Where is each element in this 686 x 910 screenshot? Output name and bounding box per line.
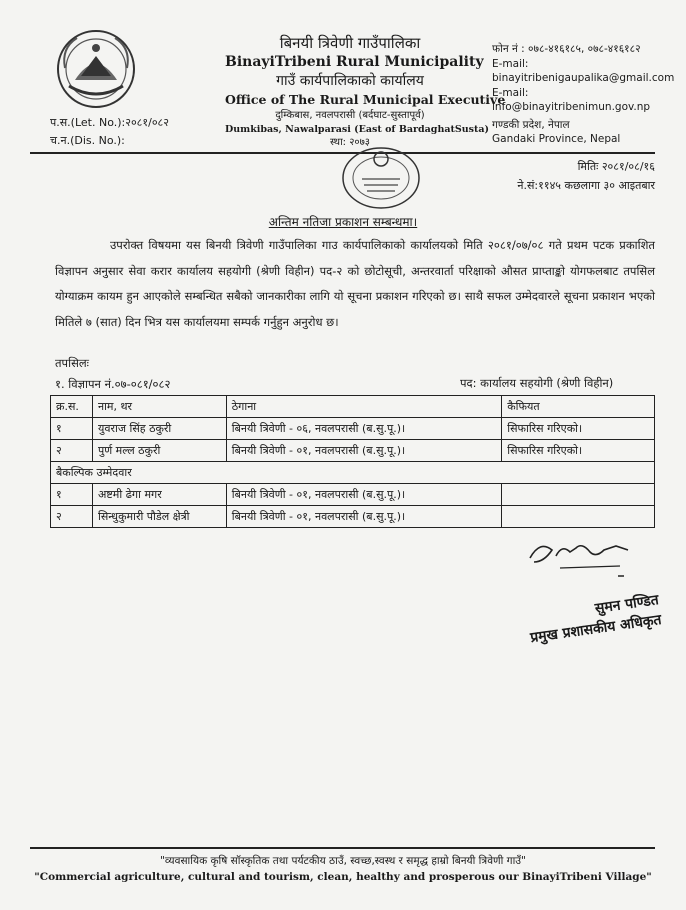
email-secondary: E-mail: info@binayitribenimun.gov.np	[492, 86, 651, 113]
cell-address: बिनयी त्रिवेणी - ०१, नवलपरासी (ब.सु.पू.)।	[226, 506, 501, 528]
signatory-name: सुमन पण्डित	[593, 592, 660, 617]
results-table	[50, 395, 655, 528]
established-year: स्था: २०७३	[329, 137, 371, 148]
post-title: पद: कार्यालय सहयोगी (श्रेणी विहीन)	[460, 376, 614, 390]
notice-subject	[0, 213, 686, 230]
subject-text: अन्तिम नतिजा प्रकाशन सम्बन्धमा।	[268, 215, 418, 229]
cell-name: सिन्धुकुमारी पौडेल क्षेत्री	[92, 506, 226, 528]
table-row	[51, 484, 655, 506]
advertisement-number: १. विज्ञापन नं.०७-०८१/०८२	[55, 377, 171, 391]
office-location: दुम्किबास, नवलपरासी (बर्दघाट-सुस्तापूर्व)	[275, 110, 425, 121]
cell-name: पुर्ण मल्ल ठकुरी	[92, 440, 226, 462]
cell-name: अष्टमी ढेगा मगर	[92, 484, 226, 506]
cell-sn: २	[51, 506, 93, 528]
nepal-emblem-icon	[55, 28, 137, 110]
header-name: नाम, थर	[92, 396, 226, 418]
footer-divider	[30, 847, 655, 849]
office-seal-icon	[340, 145, 422, 211]
cell-address: बिनयी त्रिवेणी - ०६, नवलपरासी (ब.सु.पू.)।	[226, 418, 501, 440]
cell-address: बिनयी त्रिवेणी - ०१, नवलपरासी (ब.सु.पू.)।	[226, 440, 501, 462]
signatory-stamp	[519, 590, 663, 649]
cell-remarks	[502, 484, 655, 506]
table-header-row	[51, 396, 655, 418]
details-label: तपसिलः	[55, 356, 89, 370]
table-row	[51, 418, 655, 440]
province-np: गण्डकी प्रदेश, नेपाल	[492, 118, 570, 131]
header-sn: क्र.स.	[51, 396, 93, 418]
table-row	[51, 440, 655, 462]
alternate-label: बैकल्पिक उम्मेदवार	[51, 462, 655, 484]
header-address: ठेगाना	[226, 396, 501, 418]
cell-remarks: सिफारिस गरिएको।	[502, 418, 655, 440]
cell-sn: २	[51, 440, 93, 462]
org-name-np: बिनयी त्रिवेणी गाउँपालिका	[279, 34, 421, 52]
signatory-title: प्रमुख प्रशासकीय अधिकृत	[529, 611, 663, 647]
cell-sn: १	[51, 418, 93, 440]
phone-number: फोन नं : ०७८-४१६१८५, ०७८-४१६१८२	[492, 43, 641, 55]
issue-date: मितिः २०८१/०८/१६	[577, 160, 655, 173]
cell-remarks	[502, 506, 655, 528]
cell-address: बिनयी त्रिवेणी - ०१, नवलपरासी (ब.सु.पू.)।	[226, 484, 501, 506]
org-name-en: BinayiTribeni Rural Municipality	[225, 54, 484, 70]
slogan-en: "Commercial agriculture, cultural and tourism, clean, healthy and prosperous our BinayiTribeni Village"	[34, 871, 652, 883]
email-primary: binayitribenigaupalika@gmail.com	[492, 72, 675, 84]
contact-block	[492, 42, 682, 147]
header-remarks: कैफियत	[502, 396, 655, 418]
office-name-np: गाउँ कार्यपालिकाको कार्यालय	[276, 73, 424, 89]
office-name-en: Office of The Rural Municipal Executive	[225, 92, 506, 107]
nepal-samvat-date: ने.सं:११४५ कछलागा ३० आइतबार	[517, 179, 655, 192]
date-block	[505, 157, 655, 195]
cell-name: युवराज सिंह ठकुरी	[92, 418, 226, 440]
notice-body	[55, 233, 655, 335]
handwritten-signature-icon	[520, 528, 640, 588]
letter-number: प.स.(Let. No.):२०८१/०८२	[50, 116, 169, 129]
province-en: Gandaki Province, Nepal	[492, 133, 621, 145]
office-location-en: Dumkibas, Nawalparasi (East of BardaghatSusta)	[225, 124, 490, 135]
cell-remarks: सिफारिस गरिएको।	[502, 440, 655, 462]
slogan-np: "व्यवसायिक कृषि सॉस्कृतिक तथा पर्यटकीय ठाउँ, स्वच्छ,स्वस्थ र समृद्ध हाम्रो बिनयी त्रिवेणी गाउँ"	[160, 855, 526, 867]
email-label: E-mail:	[492, 57, 529, 70]
cell-sn: १	[51, 484, 93, 506]
dispatch-number: च.न.(Dis. No.):	[50, 134, 125, 147]
table-row	[51, 506, 655, 528]
footer-slogan	[0, 853, 686, 885]
alternate-candidates-row	[51, 462, 655, 484]
org-header	[225, 33, 506, 150]
body-paragraph: उपरोक्त विषयमा यस बिनयी त्रिवेणी गाउँपालिका गाउ कार्यपालिकाको कार्यालयको मिति २०८१/०७/०८ गते प्रथम पटक प्रकाशित विज्ञापन अनुसार सेवा करार कार्यालय सहयोगी (श्रेणी विहीन) पद-२ को छोटोसूची, अन्तरवार्ता परिक्षाको औसत प्राप्ताङ्को योगफलबाट तपसिल योग्याक्रम कायम हुन आएकोले सम्बन्धित सबैको जानकारीका लागि यो सूचना प्रकाशन गरिएको छ। साथै सफल उम्मेदवारले सूचना प्रकाशन भएको मितिले ७ (सात) दिन भित्र यस कार्यालयमा सम्पर्क गर्नुहुन अनुरोध छ।	[55, 238, 655, 329]
reference-block	[50, 114, 169, 150]
